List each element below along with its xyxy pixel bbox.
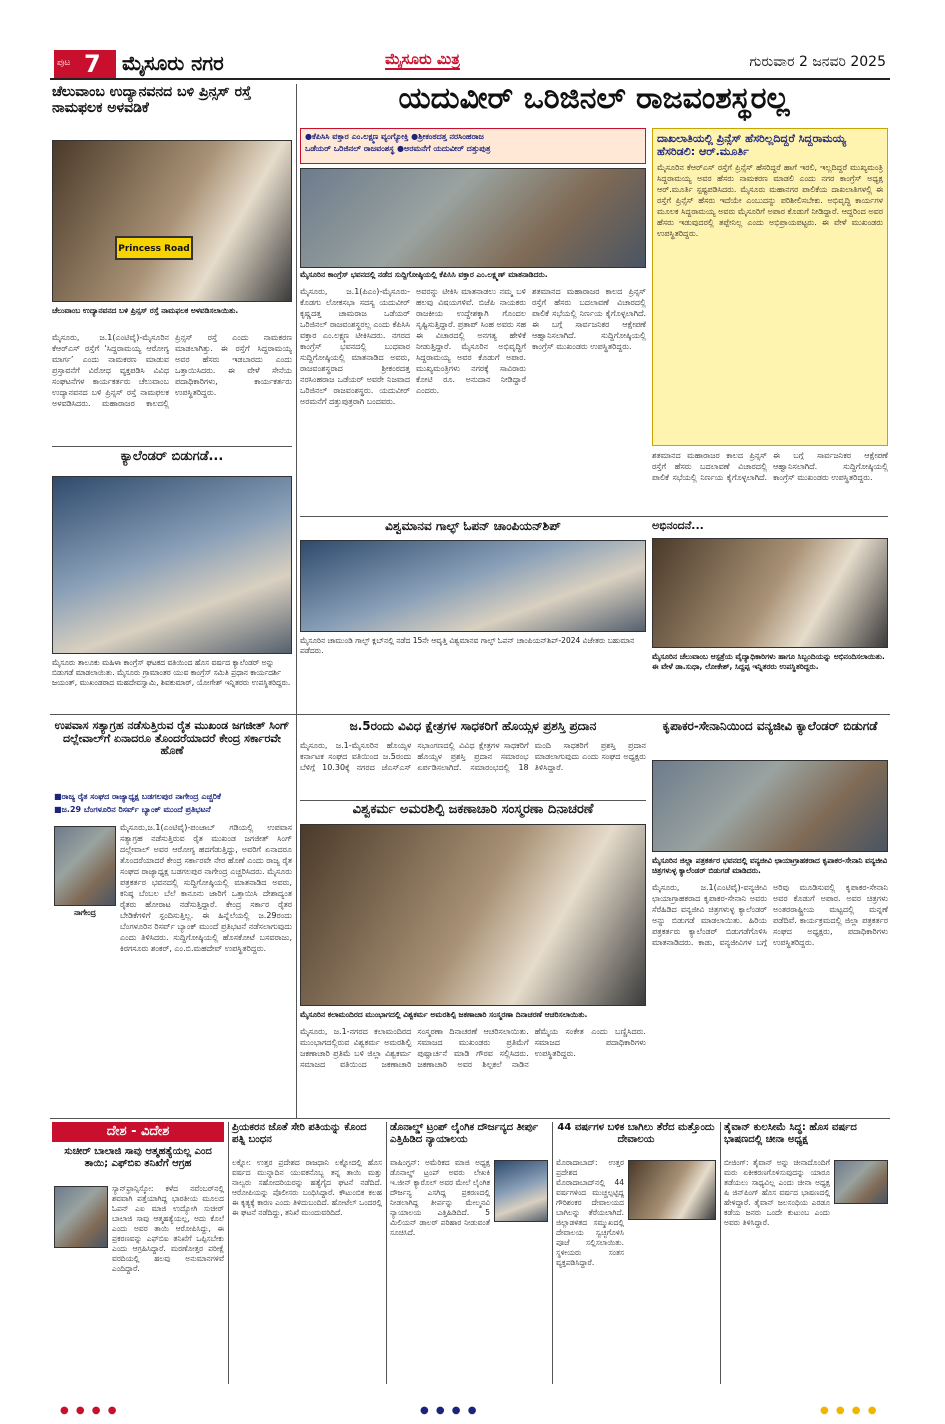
divider bbox=[50, 714, 890, 715]
world-story2-body: ಲಕ್ನೋ: ಉತ್ತರ ಪ್ರದೇಶದ ರಾಜಧಾನಿ ಲಕ್ನೋದಲ್ಲಿ ಹೊಸ ವರ್ಷದ ಮುನ್ನಾದಿನ ಯುವಕನೊಬ್ಬ ತನ್ನ ತಾಯಿ ಮತ್ತು ನಾಲ್ವರು ಸಹೋದರಿಯರನ್ನು ಹತ್ಯೆಗೈದ ಘಟನೆ ನಡೆದಿದೆ. ಆರೋಪಿಯನ್ನು ಪೊಲೀಸರು ಬಂಧಿಸಿದ್ದಾರೆ. ಕೌಟುಂಬಿಕ ಕಲಹ ಈ ಕೃತ್ಯಕ್ಕೆ ಕಾರಣ ಎಂದು ತಿಳಿದುಬಂದಿದೆ. ಹೋಟೆಲ್ ಒಂದರಲ್ಲಿ ಈ ಘಟನೆ ನಡೆದಿದ್ದು, ತನಿಖೆ ಮುಂದುವರಿದಿದೆ. bbox=[232, 1158, 382, 1217]
left-mid-caption: ಮೈಸೂರು ತಾಲೂಕು ಮಹಿಳಾ ಕಾಂಗ್ರೆಸ್ ಘಟಕದ ವತಿಯಿಂದ ಹೊಸ ವರ್ಷದ ಕ್ಯಾಲೆಂಡರ್ ಅನ್ನು ಬಿಡುಗಡೆ ಮಾಡಲಾಯಿತು. ಮೈಸೂರು ಗ್ರಾಮಾಂತರ ಯುವ ಕಾಂಗ್ರೆಸ್ ಸಮಿತಿ ಪ್ರಧಾನ ಕಾರ್ಯದರ್ಶಿ ಜಯಂತ್, ಮುಖಂಡರಾದ ಮಹದೇವಸ್ವಾಮಿ, ಶಿವಕುಮಾರ್, ಯೋಗೇಶ್ ಇನ್ನಿತರರು ಉಪಸ್ಥಿತರಿದ್ದರು. bbox=[52, 658, 291, 687]
registration-marks-left: ● ● ● ● bbox=[60, 1405, 119, 1416]
awards-body: ಮೈಸೂರು, ಜ.1-ಮೈಸೂರಿನ ಹೊಯ್ಸಳ ಕರ್ನಾಟಕ ಸಂಘದ ವತಿಯಿಂದ ಜ.5ರಂದು ಬೆಳಿಗ್ಗೆ 10.30ಕ್ಕೆ ನಗರದ ಜೆಎಸ್‌ಎಸ್ ಸಭಾಂಗಣದಲ್ಲಿ ವಿವಿಧ ಕ್ಷೇತ್ರಗಳ ಸಾಧಕರಿಗೆ ಹೊಯ್ಸಳ ಪ್ರಶಸ್ತಿ ಪ್ರದಾನ ಸಮಾರಂಭ ಏರ್ಪಡಿಸಲಾಗಿದೆ. ಸಮಾರಂಭದಲ್ಲಿ 18 ಮಂದಿ ಸಾಧಕರಿಗೆ ಪ್ರಶಸ್ತಿ ಪ್ರದಾನ ಮಾಡಲಾಗುವುದು ಎಂದು ಸಂಘದ ಅಧ್ಯಕ್ಷರು ತಿಳಿಸಿದ್ದಾರೆ. bbox=[300, 741, 646, 772]
issue-date: ಗುರುವಾರ 2 ಜನವರಿ 2025 bbox=[749, 54, 886, 70]
main-body-col2: ಅವರನ್ನು ಟೀಕಿಸಿ ಮಾತನಾಡಲು ನಮ್ಮ ಬಳಿ ಹಲವು ವಿಷಯಗಳಿವೆ. ಬಿಜೆಪಿ ನಾಯಕರು ರಾಜಕೀಯ ಉದ್ದೇಶಕ್ಕಾಗಿ ಗೊಂದಲ ಸೃಷ್ಟಿಸುತ್ತಿದ್ದಾರೆ. ಪ್ರತಾಪ್ ಸಿಂಹ ಅವರು ಸಹ ಈ ವಿಚಾರದಲ್ಲಿ ಅನಗತ್ಯ ಹೇಳಿಕೆ ನೀಡುತ್ತಿದ್ದಾರೆ. ಮೈಸೂರಿನ ಅಭಿವೃದ್ಧಿಗೆ ಸಿದ್ದರಾಮಯ್ಯ ಅವರ ಕೊಡುಗೆ ಅಪಾರ. ಮುಖ್ಯಮಂತ್ರಿಗಳು ನಗರಕ್ಕೆ ಸಾವಿರಾರು ಕೋಟಿ ರೂ. ಅನುದಾನ ನೀಡಿದ್ದಾರೆ ಎಂದರು. bbox=[416, 287, 526, 395]
column-divider bbox=[228, 1122, 229, 1384]
divider bbox=[300, 516, 888, 517]
murthy-headline: ದಾಖಲಾತಿಯಲ್ಲಿ ಪ್ರಿನ್ಸೆಸ್ ಹೆಸರಿಲ್ಲದಿದ್ದರೆ ಸಿದ್ದರಾಮಯ್ಯ ಹೆಸರಿಡಲಿ: ಆರ್.ಮೂರ್ತಿ bbox=[657, 132, 847, 158]
princess-road-sign bbox=[115, 236, 193, 260]
wildlife-calendar-photo bbox=[652, 760, 888, 852]
left-mid-headline: ಕ್ಯಾಲೆಂಡರ್ ಬಿಡುಗಡೆ... bbox=[120, 449, 224, 464]
left-top-body: ಮೈಸೂರು, ಜ.1(ಎಂಟಿವೈ)-ಮೈಸೂರಿನ ಕೆಆರ್‌ಎಸ್ ರಸ್ತೆಗೆ ‘ಸಿದ್ದರಾಮಯ್ಯ ಆರೋಗ್ಯ ಮಾರ್ಗ’ ಎಂದು ನಾಮಕರಣ ಮಾಡುವ ಪ್ರಸ್ತಾವನೆಗೆ ವಿರೋಧ ವ್ಯಕ್ತಪಡಿಸಿ ವಿವಿಧ ಸಂಘಟನೆಗಳ ಕಾರ್ಯಕರ್ತರು ಚೆಲುವಾಂಬ ಉದ್ಯಾನವನದ ಬಳಿ ಪ್ರಿನ್ಸಸ್ ರಸ್ತೆ ನಾಮಫಲಕ ಅಳವಡಿಸಿದರು. ಮಹಾರಾಜರ ಕಾಲದಲ್ಲಿ ಪ್ರಿನ್ಸಸ್ ರಸ್ತೆ ಎಂದು ನಾಮಕರಣ ಮಾಡಲಾಗಿತ್ತು. ಈ ರಸ್ತೆಗೆ ಸಿದ್ದರಾಮಯ್ಯ ಅವರ ಹೆಸರು ಇಡಬಾರದು ಎಂದು ಒತ್ತಾಯಿಸಿದರು. ಈ ವೇಳೆ ಸೇನೆಯ ಪದಾಧಿಕಾರಿಗಳು, ಕಾರ್ಯಕರ್ತರು ಉಪಸ್ಥಿತರಿದ್ದರು. bbox=[52, 333, 292, 408]
farmer-bullet-2: ■ಜ.29 ಬೆಂಗಳೂರಿನ ರಿಸರ್ವ್ ಬ್ಯಾಂಕ್ ಮುಂದೆ ಪ್ರತಿಭಟನೆ bbox=[54, 805, 211, 814]
registration-marks-right: ● ● ● ● bbox=[820, 1405, 879, 1416]
golf-headline: ವಿಶ್ವಮಾನವ ಗಾಲ್ಫ್ ಓಪನ್ ಚಾಂಪಿಯನ್‌ಶಿಪ್ bbox=[385, 519, 561, 533]
calendar2-caption: ಮೈಸೂರಿನ ಜಿಲ್ಲಾ ಪತ್ರಕರ್ತರ ಭವನದಲ್ಲಿ ವನ್ಯಜೀವಿ ಛಾಯಾಗ್ರಾಹಕರಾದ ಕೃಪಾಕರ-ಸೇನಾನಿ ವನ್ಯಜೀವಿ ಚಿತ್ರಗಳುಳ್ಳ ಕ್ಯಾಲೆಂಡರ್ ಬಿಡುಗಡೆ ಮಾಡಿದರು. bbox=[652, 856, 888, 875]
main-body-col1: ಮೈಸೂರು, ಜ.1(ಪಿಎಂ)-ಮೈಸೂರು-ಕೊಡಗು ಲೋಕಸಭಾ ಸದಸ್ಯ ಯದುವೀರ್ ಕೃಷ್ಣದತ್ತ ಚಾಮರಾಜ ಒಡೆಯರ್ ಒರಿಜಿನಲ್ ರಾಜವಂಶಸ್ಥರಲ್ಲ ಎಂದು ಕೆಪಿಸಿಸಿ ವಕ್ತಾರ ಎಂ.ಲಕ್ಷ್ಮಣ ಟೀಕಿಸಿದರು. ನಗರದ ಕಾಂಗ್ರೆಸ್ ಭವನದಲ್ಲಿ ಬುಧವಾರ ಸುದ್ದಿಗೋಷ್ಠಿಯಲ್ಲಿ ಮಾತನಾಡಿದ ಅವರು, ರಾಜವಂಶಸ್ಥರಾದ ಶ್ರೀಕಂಠದತ್ತ ನರಸಿಂಹರಾಜ ಒಡೆಯರ್ ಅವರೇ ನಿಜವಾದ ಒರಿಜಿನಲ್ ರಾಜವಂಶಸ್ಥರು. ಯದುವೀರ್ ಅರಮನೆಗೆ ದತ್ತುಪುತ್ರರಾಗಿ ಬಂದವರು. bbox=[300, 287, 410, 406]
vishwakarma-body: ಮೈಸೂರು, ಜ.1-ನಗರದ ಕಲಾಮಂದಿರದ ಮುಂಭಾಗದಲ್ಲಿರುವ ವಿಶ್ವಕರ್ಮ ಅಮರಶಿಲ್ಪಿ ಜಕಣಾಚಾರಿ ಪ್ರತಿಮೆ ಬಳಿ ಜಿಲ್ಲಾ ವಿಶ್ವಕರ್ಮ ಸಮಾಜದ ವತಿಯಿಂದ ಜಕಣಾಚಾರಿ ಸಂಸ್ಮರಣಾ ದಿನಾಚರಣೆ ಆಚರಿಸಲಾಯಿತು. ಸಮಾಜದ ಮುಖಂಡರು ಪ್ರತಿಮೆಗೆ ಪುಷ್ಪಾರ್ಚನೆ ಮಾಡಿ ಗೌರವ ಸಲ್ಲಿಸಿದರು. ಜಕಣಾಚಾರಿ ಅವರ ಶಿಲ್ಪಕಲೆ ನಾಡಿನ ಹೆಮ್ಮೆಯ ಸಂಕೇತ ಎಂದು ಬಣ್ಣಿಸಿದರು. ಸಮಾಜದ ಪದಾಧಿಕಾರಿಗಳು ಉಪಸ್ಥಿತರಿದ್ದರು. bbox=[300, 1027, 646, 1069]
newspaper-page bbox=[50, 48, 890, 1388]
world-story1-body: ಸ್ಯಾನ್‌ಫ್ರಾನ್ಸಿಸ್ಕೋ: ಕಳೆದ ನವೆಂಬರ್‌ನಲ್ಲಿ ಶವವಾಗಿ ಪತ್ತೆಯಾಗಿದ್ದ ಭಾರತೀಯ ಮೂಲದ ಓಪನ್ ಎಐ ಮಾಜಿ ಉದ್ಯೋಗಿ ಸುಚೀರ್ ಬಾಲಾಜಿ ಸಾವು ಆತ್ಮಹತ್ಯೆಯಲ್ಲ, ಅದು ಕೊಲೆ ಎಂದು ಅವರ ತಾಯಿ ಆರೋಪಿಸಿದ್ದು, ಈ ಪ್ರಕರಣವನ್ನು ಎಫ್‌ಬಿಐ ತನಿಖೆಗೆ ಒಪ್ಪಿಸಬೇಕು ಎಂದು ಆಗ್ರಹಿಸಿದ್ದಾರೆ. ಮರಣೋತ್ತರ ಪರೀಕ್ಷೆ ವರದಿಯಲ್ಲಿ ಹಲವು ಅನುಮಾನಗಳಿವೆ ಎಂದಿದ್ದಾರೆ. bbox=[112, 1184, 224, 1273]
xi-photo bbox=[834, 1160, 888, 1204]
left-top-caption: ಚೆಲುವಾಂಬ ಉದ್ಯಾನವನದ ಬಳಿ ಪ್ರಿನ್ಸಸ್ ರಸ್ತೆ ನಾಮಫಲಕ ಅಳವಡಿಸಲಾಯಿತು. bbox=[52, 306, 239, 315]
world-story5-headline: ತೈವಾನ್ ಕುಲಸೀಮೆ ಸಿದ್ಧ: ಹೊಸ ವರ್ಷದ ಭಾಷಣದಲ್ಲಿ ಚೀನಾ ಅಧ್ಯಕ್ಷ bbox=[724, 1122, 857, 1145]
page-number-box bbox=[54, 50, 116, 78]
masthead-logo: ಮೈಸೂರು ಮಿತ್ರ bbox=[385, 50, 460, 68]
main-subhead-box bbox=[300, 128, 646, 164]
column-divider bbox=[296, 718, 297, 1118]
felicitation-photo bbox=[652, 538, 888, 648]
princess-road-photo bbox=[52, 140, 292, 302]
world-story3-body: ವಾಷಿಂಗ್ಟನ್: ಅಮೆರಿಕದ ಮಾಜಿ ಅಧ್ಯಕ್ಷ ಡೊನಾಲ್ಡ್ ಟ್ರಂಪ್ ಅವರು ಲೇಖಕಿ ಇ.ಜೀನ್ ಕ್ಯಾರೊಲ್ ಅವರ ಮೇಲೆ ಲೈಂಗಿಕ ದೌರ್ಜನ್ಯ ಎಸಗಿದ್ದ ಪ್ರಕರಣದಲ್ಲಿ ನೀಡಲಾಗಿದ್ದ ತೀರ್ಪನ್ನು ಮೇಲ್ಮನವಿ ನ್ಯಾಯಾಲಯ ಎತ್ತಿಹಿಡಿದಿದೆ. 5 ಮಿಲಿಯನ್ ಡಾಲರ್ ಪರಿಹಾರ ನೀಡುವಂತೆ ಸೂಚಿಸಿದೆ. bbox=[390, 1158, 490, 1237]
page-number: 7 bbox=[84, 50, 101, 78]
farmer-bullet-1: ■ರಾಜ್ಯ ರೈತ ಸಂಘದ ರಾಜ್ಯಾಧ್ಯಕ್ಷ ಬಡಗಲಪುರ ನಾಗೇಂದ್ರ ಎಚ್ಚರಿಕೆ bbox=[54, 792, 221, 801]
registration-marks-center: ● ● ● ● bbox=[420, 1405, 479, 1416]
divider bbox=[52, 446, 292, 447]
trump-photo bbox=[494, 1160, 548, 1222]
world-story3-headline: ಡೊನಾಲ್ಡ್ ಟ್ರಂಪ್ ಲೈಂಗಿಕ ದೌರ್ಜನ್ಯದ ತೀರ್ಪು ಎತ್ತಿಹಿಡಿದ ನ್ಯಾಯಾಲಯ bbox=[390, 1122, 539, 1145]
world-story4-headline: 44 ವರ್ಷಗಳ ಬಳಿಕ ಬಾಗಿಲು ತೆರೆದ ಮತ್ತೊಂದು ದೇವಾಲಯ bbox=[557, 1122, 715, 1145]
vishwakarma-photo bbox=[300, 824, 646, 1006]
world-story1-headline: ಸುಚೀರ್ ಬಾಲಾಜಿ ಸಾವು ಆತ್ಮಹತ್ಯೆಯಲ್ಲ ಎಂದ ತಾಯಿ; ಎಫ್‌ಬಿಐ ತನಿಖೆಗೆ ಆಗ್ರಹ bbox=[64, 1146, 212, 1169]
golf-photo bbox=[300, 540, 646, 632]
calendar-release-photo bbox=[52, 476, 292, 654]
farmer-body: ಮೈಸೂರು,ಜ.1(ಎಂಟಿವೈ)-ಪಂಜಾಬ್ ಗಡಿಯಲ್ಲಿ ಉಪವಾಸ ಸತ್ಯಾಗ್ರಹ ನಡೆಸುತ್ತಿರುವ ರೈತ ಮುಖಂಡ ಜಗಜೀತ್ ಸಿಂಗ್ ದಲ್ಲೇವಾಲ್ ಅವರ ಆರೋಗ್ಯ ಹದಗೆಡುತ್ತಿದ್ದು, ಅವರಿಗೆ ಏನಾದರೂ ತೊಂದರೆಯಾದರೆ ಕೇಂದ್ರ ಸರ್ಕಾರವೇ ನೇರ ಹೊಣೆ ಎಂದು ರಾಜ್ಯ ರೈತ ಸಂಘದ ರಾಜ್ಯಾಧ್ಯಕ್ಷ ಬಡಗಲಪುರ ನಾಗೇಂದ್ರ ಎಚ್ಚರಿಸಿದರು. ಮೈಸೂರು ಪತ್ರಕರ್ತರ ಭವನದಲ್ಲಿ ಸುದ್ದಿಗೋಷ್ಠಿಯಲ್ಲಿ ಮಾತನಾಡಿದ ಅವರು, ಕನಿಷ್ಠ ಬೆಂಬಲ ಬೆಲೆ ಕಾನೂನು ಜಾರಿಗೆ ಒತ್ತಾಯಿಸಿ ದೇಶಾದ್ಯಂತ ರೈತರು ಹೋರಾಟ ನಡೆಸುತ್ತಿದ್ದಾರೆ. ಕೇಂದ್ರ ಸರ್ಕಾರ ರೈತರ ಬೇಡಿಕೆಗಳಿಗೆ ಸ್ಪಂದಿಸುತ್ತಿಲ್ಲ. ಈ ಹಿನ್ನೆಲೆಯಲ್ಲಿ ಜ.29ರಂದು ಬೆಂಗಳೂರಿನ ರಿಸರ್ವ್ ಬ್ಯಾಂಕ್ ಮುಂದೆ ಪ್ರತಿಭಟನೆ ನಡೆಸಲಾಗುವುದು ಎಂದು ತಿಳಿಸಿದರು. ಸುದ್ದಿಗೋಷ್ಠಿಯಲ್ಲಿ ಹೊಸಕೋಟೆ ಬಸವರಾಜು, ಕಿರಗಸೂರು ಶಂಕರ್, ಎಂ.ಬಿ.ಮಹದೇವ್ ಉಪಸ್ಥಿತರಿದ್ದರು. bbox=[120, 823, 292, 953]
golf-caption: ಮೈಸೂರಿನ ಚಾಮುಂಡಿ ಗಾಲ್ಫ್ ಕ್ಲಬ್‌ನಲ್ಲಿ ನಡೆದ 15ನೇ ಆವೃತ್ತಿ ವಿಶ್ವಮಾನವ ಗಾಲ್ಫ್ ಓಪನ್ ಚಾಂಪಿಯನ್‌ಶಿಪ್-2024 ವಿಜೇತರು ಬಹುಮಾನ ಪಡೆದರು. bbox=[300, 636, 635, 655]
page-header bbox=[50, 48, 890, 80]
vishwakarma-caption: ಮೈಸೂರಿನ ಕಲಾಮಂದಿರದ ಮುಂಭಾಗದಲ್ಲಿ ವಿಶ್ವಕರ್ಮ ಅಮರಶಿಲ್ಪಿ ಜಕಣಾಚಾರಿ ಸಂಸ್ಮರಣಾ ದಿನಾಚರಣೆ ಆಚರಿಸಲಾಯಿತು. bbox=[300, 1010, 588, 1019]
world-story2-headline: ಪ್ರಿಯಕರನ ಜೊತೆ ಸೇರಿ ಪತಿಯನ್ನು ಕೊಂದ ಪತ್ನಿ ಬಂಧನ bbox=[232, 1122, 367, 1145]
murthy-body: ಮೈಸೂರಿನ ಕೆಆರ್‌ಎಸ್ ರಸ್ತೆಗೆ ಪ್ರಿನ್ಸೆಸ್ ಹೆಸರಿದ್ದರೆ ಹಾಗೆ ಇರಲಿ, ಇಲ್ಲದಿದ್ದರೆ ಮುಖ್ಯಮಂತ್ರಿ ಸಿದ್ದರಾಮಯ್ಯ ಅವರ ಹೆಸರು ನಾಮಕರಣ ಮಾಡಲಿ ಎಂದು ನಗರ ಕಾಂಗ್ರೆಸ್ ಅಧ್ಯಕ್ಷ ಆರ್.ಮೂರ್ತಿ ಸ್ಪಷ್ಟಪಡಿಸಿದರು. ಮೈಸೂರು ಮಹಾನಗರ ಪಾಲಿಕೆಯ ದಾಖಲಾತಿಗಳಲ್ಲಿ ಈ ರಸ್ತೆಗೆ ಪ್ರಿನ್ಸೆಸ್ ಹೆಸರು ಇದೆಯೇ ಎಂಬುದನ್ನು ಪರಿಶೀಲಿಸಬೇಕು. ಅಭಿವೃದ್ಧಿ ಕಾರ್ಯಗಳ ಮೂಲಕ ಸಿದ್ದರಾಮಯ್ಯ ಅವರು ಮೈಸೂರಿಗೆ ಅಪಾರ ಕೊಡುಗೆ ನೀಡಿದ್ದಾರೆ. ಆದ್ದರಿಂದ ಅವರ ಹೆಸರು ಇಡುವುದರಲ್ಲಿ ತಪ್ಪೇನಿಲ್ಲ ಎಂದು ಅಭಿಪ್ರಾಯಪಟ್ಟರು. ಈ ವೇಳೆ ಮುಖಂಡರು ಉಪಸ್ಥಿತರಿದ್ದರು. bbox=[657, 163, 883, 239]
world-section-label bbox=[52, 1122, 224, 1142]
murthy-box bbox=[652, 128, 888, 446]
felicitation-headline: ಅಭಿನಂದನೆ... bbox=[652, 519, 704, 532]
main-subhead-2: ಒಡೆಯರ್ ಒರಿಜಿನಲ್ ರಾಜವಂಶಸ್ಥ ●ಅರಮನೆಗೆ ಯದುವೀರ್ ದತ್ತುಪುತ್ರ bbox=[305, 144, 491, 153]
world-story5-body: ಬೀಜಿಂಗ್: ತೈವಾನ್ ಅನ್ನು ಚೀನಾದೊಂದಿಗೆ ಮರು ಏಕೀಕರಣಗೊಳಿಸುವುದನ್ನು ಯಾರೂ ತಡೆಯಲು ಸಾಧ್ಯವಿಲ್ಲ ಎಂದು ಚೀನಾ ಅಧ್ಯಕ್ಷ ಷಿ ಜಿನ್‌ಪಿಂಗ್ ಹೊಸ ವರ್ಷದ ಭಾಷಣದಲ್ಲಿ ಹೇಳಿದ್ದಾರೆ. ತೈವಾನ್ ಜಲಸಂಧಿಯ ಎರಡೂ ಕಡೆಯ ಜನರು ಒಂದೇ ಕುಟುಂಬ ಎಂದು ಅವರು ತಿಳಿಸಿದ್ದಾರೆ. bbox=[724, 1158, 830, 1227]
suchir-photo bbox=[54, 1186, 108, 1248]
temple-photo bbox=[628, 1160, 716, 1220]
calendar2-body: ಮೈಸೂರು, ಜ.1(ಎಂಟಿವೈ)-ವನ್ಯಜೀವಿ ಛಾಯಾಗ್ರಾಹಕರಾದ ಕೃಪಾಕರ-ಸೇನಾನಿ ಅವರು ಸೆರೆಹಿಡಿದ ವನ್ಯಜೀವಿ ಚಿತ್ರಗಳುಳ್ಳ ಕ್ಯಾಲೆಂಡರ್ ಅನ್ನು ಬಿಡುಗಡೆ ಮಾಡಲಾಯಿತು. ಹಿರಿಯ ಪತ್ರಕರ್ತರು ಕ್ಯಾಲೆಂಡರ್ ಬಿಡುಗಡೆಗೊಳಿಸಿ ಮಾತನಾಡಿದರು. ಕಾಡು, ವನ್ಯಜೀವಿಗಳ ಬಗ್ಗೆ ಅರಿವು ಮೂಡಿಸುವಲ್ಲಿ ಕೃಪಾಕರ-ಸೇನಾನಿ ಅವರ ಕೊಡುಗೆ ಅಪಾರ. ಅವರ ಚಿತ್ರಗಳು ಅಂತರರಾಷ್ಟ್ರೀಯ ಮಟ್ಟದಲ್ಲಿ ಮನ್ನಣೆ ಪಡೆದಿವೆ. ಕಾರ್ಯಕ್ರಮದಲ್ಲಿ ಜಿಲ್ಲಾ ಪತ್ರಕರ್ತರ ಸಂಘದ ಅಧ್ಯಕ್ಷರು, ಪದಾಧಿಕಾರಿಗಳು ಉಪಸ್ಥಿತರಿದ್ದರು. bbox=[652, 883, 888, 947]
main-body-col3: ಶತಮಾನದ ಮಹಾರಾಜರ ಕಾಲದ ಪ್ರಿನ್ಸಸ್ ರಸ್ತೆಗೆ ಹೆಸರು ಬದಲಾವಣೆ ವಿಚಾರದಲ್ಲಿ ಪಾಲಿಕೆ ಸಭೆಯಲ್ಲಿ ನಿರ್ಣಯ ಕೈಗೊಳ್ಳಲಾಗಿದೆ. ಈ ಬಗ್ಗೆ ಸಾರ್ವಜನಿಕರ ಆಕ್ಷೇಪಣೆ ಆಹ್ವಾನಿಸಲಾಗಿದೆ. ಸುದ್ದಿಗೋಷ್ಠಿಯಲ್ಲಿ ಕಾಂಗ್ರೆಸ್ ಮುಖಂಡರು ಉಪಸ್ಥಿತರಿದ್ದರು. bbox=[532, 287, 646, 351]
press-meet-photo bbox=[300, 168, 646, 268]
portrait-caption: ನಾಗೇಂದ್ರ bbox=[74, 908, 96, 917]
column-divider bbox=[386, 1122, 387, 1384]
section-title: ಮೈಸೂರು ನಗರ bbox=[122, 51, 224, 75]
farmer-headline: ಉಪವಾಸ ಸತ್ಯಾಗ್ರಹ ನಡೆಸುತ್ತಿರುವ ರೈತ ಮುಖಂಡ ಜಗಜೀತ್ ಸಿಂಗ್ ದಲ್ಲೇವಾಲ್‌ಗೆ ಏನಾದರೂ ತೊಂದರೆಯಾದರೆ ಕೇಂದ್ರ ಸರ್ಕಾರವೇ ಹೊಣೆ bbox=[54, 719, 290, 758]
left-top-headline: ಚೆಲುವಾಂಬ ಉದ್ಯಾನವನದ ಬಳಿ ಪ್ರಿನ್ಸಸ್ ರಸ್ತೆ ನಾಮಫಲಕ ಅಳವಡಿಕೆ bbox=[52, 84, 252, 117]
page-label: ಪುಟ bbox=[57, 58, 71, 68]
world-story4-body: ಮೊರಾದಾಬಾದ್: ಉತ್ತರ ಪ್ರದೇಶದ ಮೊರಾದಾಬಾದ್‌ನಲ್ಲಿ 44 ವರ್ಷಗಳಿಂದ ಮುಚ್ಚಲ್ಪಟ್ಟಿದ್ದ ಗೌರಿಶಂಕರ ದೇವಾಲಯದ ಬಾಗಿಲನ್ನು ತೆರೆಯಲಾಗಿದೆ. ಜಿಲ್ಲಾಡಳಿತದ ಸಮ್ಮುಖದಲ್ಲಿ ದೇವಾಲಯ ಸ್ವಚ್ಛಗೊಳಿಸಿ ಪೂಜೆ ಸಲ್ಲಿಸಲಾಯಿತು. ಸ್ಥಳೀಯರು ಸಂತಸ ವ್ಯಕ್ತಪಡಿಸಿದ್ದಾರೆ. bbox=[556, 1158, 624, 1267]
vishwakarma-headline: ವಿಶ್ವಕರ್ಮ ಅಮರಶಿಲ್ಪಿ ಜಕಣಾಚಾರಿ ಸಂಸ್ಮರಣಾ ದಿನಾಚರಣೆ bbox=[300, 800, 646, 820]
awards-headline: ಜ.5ರಂದು ವಿವಿಧ ಕ್ಷೇತ್ರಗಳ ಸಾಧಕರಿಗೆ ಹೊಯ್ಸಳ ಪ್ರಶಸ್ತಿ ಪ್ರದಾನ bbox=[349, 719, 597, 733]
sign-text: Princess Road bbox=[118, 244, 190, 254]
main-subhead-1: ●ಕೆಪಿಸಿಸಿ ವಕ್ತಾರ ಎಂ.ಲಕ್ಷ್ಮಣ ವ್ಯಂಗ್ಯೋಕ್ತಿ ●ಶ್ರೀಕಂಠದತ್ತ ನರಸಿಂಹರಾಜ bbox=[305, 132, 484, 141]
calendar2-headline: ಕೃಪಾಕರ-ಸೇನಾನಿಯಿಂದ ವನ್ಯಜೀವಿ ಕ್ಯಾಲೆಂಡರ್ ಬಿಡುಗಡೆ bbox=[662, 719, 878, 733]
main-headline: ಯದುವೀರ್ ಒರಿಜಿನಲ್ ರಾಜವಂಶಸ್ಥರಲ್ಲ bbox=[398, 81, 790, 116]
felicitation-caption: ಮೈಸೂರಿನ ಚೆಲುವಾಂಬ ಆಸ್ಪತ್ರೆಯ ವೈದ್ಯಾಧಿಕಾರಿಗಳು ಹಾಗೂ ಸಿಬ್ಬಂದಿಯನ್ನು ಅಭಿನಂದಿಸಲಾಯಿತು. ಈ ವೇಳೆ ಡಾ.ಸುಧಾ, ಲೋಕೇಶ್, ಸಿದ್ದಪ್ಪ ಇನ್ನಿತರರು ಉಪಸ್ಥಿತರಿದ್ದರು. bbox=[652, 652, 885, 671]
divider bbox=[50, 1118, 890, 1119]
column-divider bbox=[296, 84, 297, 734]
main-photo-caption: ಮೈಸೂರಿನ ಕಾಂಗ್ರೆಸ್ ಭವನದಲ್ಲಿ ನಡೆದ ಸುದ್ದಿಗೋಷ್ಠಿಯಲ್ಲಿ ಕೆಪಿಸಿಸಿ ವಕ್ತಾರ ಎಂ.ಲಕ್ಷ್ಮಣ್ ಮಾತನಾಡಿದರು. bbox=[300, 270, 548, 279]
column-divider bbox=[720, 1122, 721, 1384]
main-body-col4: ಶತಮಾನದ ಮಹಾರಾಜರ ಕಾಲದ ಪ್ರಿನ್ಸಸ್ ರಸ್ತೆಗೆ ಹೆಸರು ಬದಲಾವಣೆ ವಿಚಾರದಲ್ಲಿ ಪಾಲಿಕೆ ಸಭೆಯಲ್ಲಿ ನಿರ್ಣಯ ಕೈಗೊಳ್ಳಲಾಗಿದೆ. ಈ ಬಗ್ಗೆ ಸಾರ್ವಜನಿಕರ ಆಕ್ಷೇಪಣೆ ಆಹ್ವಾನಿಸಲಾಗಿದೆ. ಸುದ್ದಿಗೋಷ್ಠಿಯಲ್ಲಿ ಕಾಂಗ್ರೆಸ್ ಮುಖಂಡರು ಉಪಸ್ಥಿತರಿದ್ದರು. bbox=[652, 451, 888, 482]
world-label-text: ದೇಶ - ವಿದೇಶ bbox=[106, 1124, 170, 1139]
column-divider bbox=[552, 1122, 553, 1384]
nagendra-portrait bbox=[54, 826, 116, 906]
